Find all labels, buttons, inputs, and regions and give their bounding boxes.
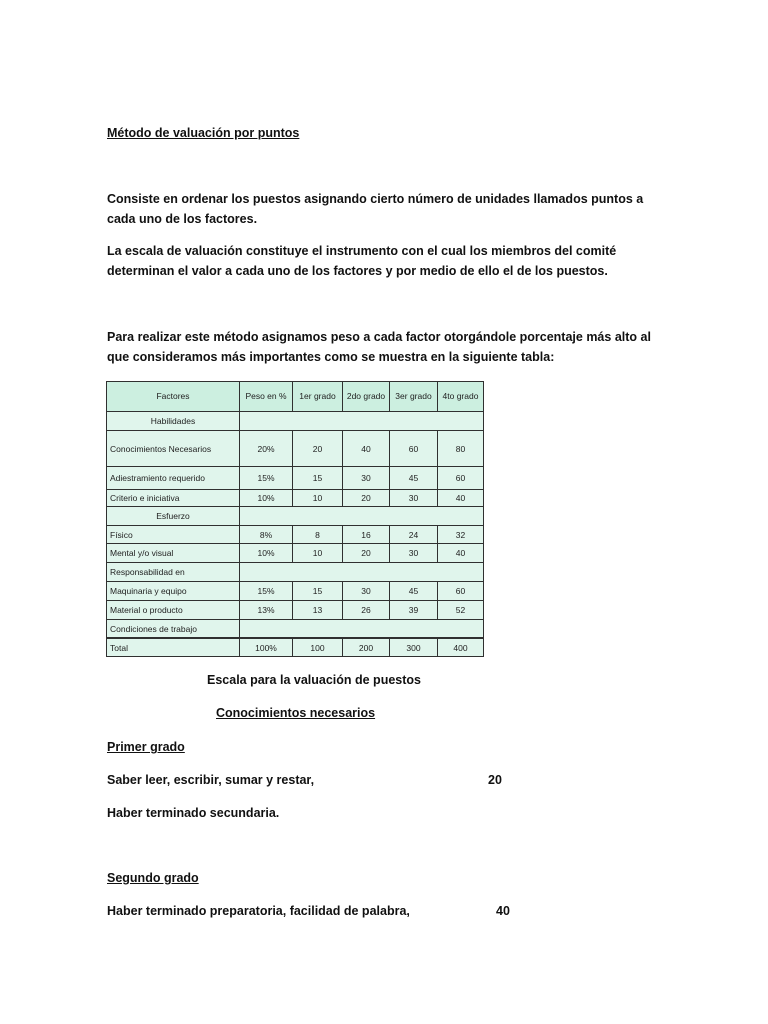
- table-cell: 60: [438, 467, 484, 490]
- table-row: [107, 467, 484, 490]
- table-cell: 30: [343, 581, 390, 600]
- table-row: [107, 581, 484, 600]
- table-header-cell: 2do grado: [343, 382, 390, 412]
- table-cell: 15: [293, 467, 343, 490]
- factor-name-cell: Criterio e iniciativa: [107, 490, 240, 507]
- section-label-cell: Esfuerzo: [107, 507, 240, 526]
- factor-name-cell: Conocimientos Necesarios: [107, 431, 240, 467]
- table-cell: 40: [438, 490, 484, 507]
- table-cell: 20: [343, 543, 390, 562]
- table-header-cell: 1er grado: [293, 382, 343, 412]
- factor-name-cell: Adiestramiento requerido: [107, 467, 240, 490]
- table-caption: Escala para la valuación de puestos: [207, 673, 421, 687]
- table-cell: 300: [390, 638, 438, 656]
- table-cell: 16: [343, 526, 390, 543]
- table-cell: 100%: [240, 638, 293, 656]
- table-cell: 100: [293, 638, 343, 656]
- table-cell: 30: [390, 490, 438, 507]
- factor-name-cell: Físico: [107, 526, 240, 543]
- table-row: [107, 490, 484, 507]
- table-section-row: [107, 562, 484, 581]
- table-cell: 13: [293, 600, 343, 619]
- table-header-cell: Factores: [107, 382, 240, 412]
- grade-points: 20: [488, 773, 502, 787]
- table-header-row: [107, 382, 484, 412]
- grade-line: Haber terminado preparatoria, facilidad de palabra,: [107, 904, 410, 918]
- section-label-cell: Responsabilidad en: [107, 562, 240, 581]
- table-cell: 15: [293, 581, 343, 600]
- section-empty-cell: [240, 619, 484, 638]
- grade-heading-first: Primer grado: [107, 740, 185, 754]
- table-cell: 8: [293, 526, 343, 543]
- table-cell: 45: [390, 467, 438, 490]
- table-cell: 13%: [240, 600, 293, 619]
- grade-line: Haber terminado secundaria.: [107, 806, 280, 820]
- table-cell: 15%: [240, 467, 293, 490]
- table-cell: 30: [390, 543, 438, 562]
- table-cell: 20: [343, 490, 390, 507]
- table-cell: 20: [293, 431, 343, 467]
- table-cell: 20%: [240, 431, 293, 467]
- table-cell: 32: [438, 526, 484, 543]
- grade-heading-second: Segundo grado: [107, 871, 199, 885]
- paragraph-scale: La escala de valuación constituye el instrumento con el cual los miembros del comité determinan el valor a cada uno de los factores y por medio de ello el de los puestos.: [107, 244, 617, 278]
- table-row: [107, 600, 484, 619]
- section-label-cell: Condiciones de trabajo: [107, 619, 240, 638]
- section-empty-cell: [240, 507, 484, 526]
- table-cell: 10: [293, 490, 343, 507]
- table-cell: 80: [438, 431, 484, 467]
- table-section-row: [107, 412, 484, 431]
- table-cell: 40: [438, 543, 484, 562]
- factor-name-cell: Mental y/o visual: [107, 543, 240, 562]
- table-section-row: [107, 619, 484, 638]
- factors-table-body: [107, 382, 484, 657]
- factor-name-cell: Material o producto: [107, 600, 240, 619]
- subcaption: Conocimientos necesarios: [216, 706, 376, 720]
- table-cell: 60: [438, 581, 484, 600]
- table-row: [107, 526, 484, 543]
- table-cell: 10%: [240, 490, 293, 507]
- table-header-cell: 3er grado: [390, 382, 438, 412]
- table-cell: 200: [343, 638, 390, 656]
- grade-points: 40: [496, 904, 510, 918]
- section-label-cell: Habilidades: [107, 412, 240, 431]
- table-row: [107, 431, 484, 467]
- table-cell: 39: [390, 600, 438, 619]
- table-cell: 400: [438, 638, 484, 656]
- factors-table: [106, 381, 484, 657]
- table-row: [107, 543, 484, 562]
- table-header-cell: Peso en %: [240, 382, 293, 412]
- document-title: Método de valuación por puntos: [107, 126, 300, 140]
- table-cell: 40: [343, 431, 390, 467]
- table-cell: 60: [390, 431, 438, 467]
- paragraph-definition: Consiste en ordenar los puestos asignando cierto número de unidades llamados puntos a cada uno de los factores.: [107, 192, 644, 226]
- paragraph-method: Para realizar este método asignamos peso a cada factor otorgándole porcentaje más alto al que consideramos más importantes como se muestra en la siguiente tabla:: [107, 330, 651, 364]
- table-cell: 24: [390, 526, 438, 543]
- table-section-row: [107, 507, 484, 526]
- factor-name-cell: Total: [107, 638, 240, 656]
- table-cell: 52: [438, 600, 484, 619]
- table-cell: 8%: [240, 526, 293, 543]
- table-cell: 15%: [240, 581, 293, 600]
- table-header-cell: 4to grado: [438, 382, 484, 412]
- section-empty-cell: [240, 562, 484, 581]
- factor-name-cell: Maquinaria y equipo: [107, 581, 240, 600]
- table-cell: 10: [293, 543, 343, 562]
- table-cell: 26: [343, 600, 390, 619]
- section-empty-cell: [240, 412, 484, 431]
- table-cell: 30: [343, 467, 390, 490]
- grade-line: Saber leer, escribir, sumar y restar,: [107, 773, 315, 787]
- table-cell: 10%: [240, 543, 293, 562]
- table-cell: 45: [390, 581, 438, 600]
- table-total-row: [107, 638, 484, 656]
